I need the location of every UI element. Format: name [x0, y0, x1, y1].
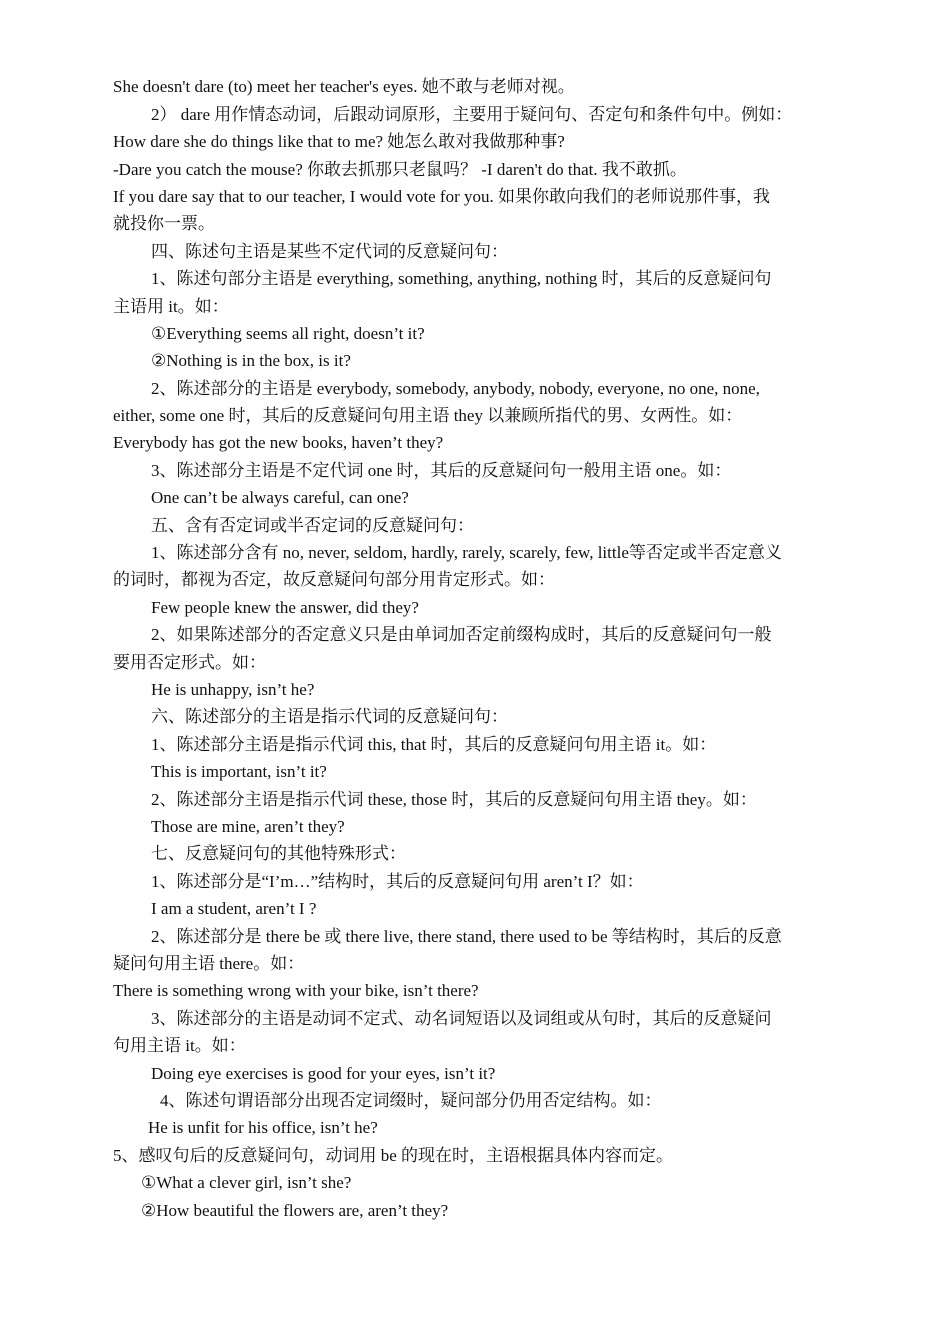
example-line: Doing eye exercises is good for your eyes, isn’t it? — [151, 1064, 496, 1083]
text-line: 5、感叹句后的反意疑问句，动词用 be 的现在时，主语根据具体内容而定。 — [113, 1146, 674, 1165]
example-line: One can’t be always careful, can one? — [151, 488, 409, 507]
text-line: 句用主语 it。如： — [113, 1036, 246, 1055]
section-heading: 七、反意疑问句的其他特殊形式： — [151, 844, 406, 863]
section-heading: 五、含有否定词或半否定词的反意疑问句： — [151, 516, 474, 535]
example-line: ②How beautiful the flowers are, aren’t they? — [141, 1201, 449, 1220]
text-line: How dare she do things like that to me? 她怎么敢对我做那种事? — [113, 132, 565, 151]
text-line: 3、陈述部分主语是不定代词 one 时，其后的反意疑问句一般用主语 one。如： — [151, 461, 732, 480]
text-line: 2、陈述部分是 there be 或 there live, there stand, there used to be 等结构时，其后的反意 — [151, 927, 782, 946]
example-line: This is important, isn’t it? — [151, 762, 327, 781]
text-line: 就投你一票。 — [113, 214, 215, 233]
example-line: ②Nothing is in the box, is it? — [151, 351, 351, 370]
text-line: 1、陈述部分主语是指示代词 this, that 时，其后的反意疑问句用主语 it。如： — [151, 735, 717, 754]
text-line: -Dare you catch the mouse? 你敢去抓那只老鼠吗？ -I daren't do that. 我不敢抓。 — [113, 160, 687, 179]
text-line: 的词时，都视为否定，故反意疑问句部分用肯定形式。如： — [113, 570, 555, 589]
text-line: 2、如果陈述部分的否定意义只是由单词加否定前缀构成时，其后的反意疑问句一般 — [151, 625, 772, 644]
section-heading: 四、陈述句主语是某些不定代词的反意疑问句： — [151, 242, 508, 261]
example-line: Those are mine, aren’t they? — [151, 817, 345, 836]
text-line: 1、陈述句部分主语是 everything, something, anything, nothing 时，其后的反意疑问句 — [151, 269, 772, 288]
text-line: 2、陈述部分主语是指示代词 these, those 时，其后的反意疑问句用主语 they。如： — [151, 790, 757, 809]
example-line: ①Everything seems all right, doesn’t it? — [151, 324, 425, 343]
text-line: 2、陈述部分的主语是 everybody, somebody, anybody, nobody, everyone, no one, none, — [151, 379, 760, 398]
section-heading: 六、陈述部分的主语是指示代词的反意疑问句： — [151, 707, 508, 726]
example-line: I am a student, aren’t I ? — [151, 899, 317, 918]
example-line: He is unhappy, isn’t he? — [151, 680, 315, 699]
text-line: 主语用 it。如： — [113, 297, 229, 316]
text-line: either, some one 时，其后的反意疑问句用主语 they 以兼顾所指代的男、女两性。如： — [113, 406, 743, 425]
text-line: 1、陈述部分含有 no, never, seldom, hardly, rarely, scarely, few, little等否定或半否定意义 — [151, 543, 782, 562]
text-line: 4、陈述句谓语部分出现否定词缀时，疑问部分仍用否定结构。如： — [160, 1091, 662, 1110]
text-line: 1、陈述部分是“I’m…”结构时，其后的反意疑问句用 aren’t I？如： — [151, 872, 644, 891]
text-line: If you dare say that to our teacher, I would vote for you. 如果你敢向我们的老师说那件事，我 — [113, 187, 770, 206]
text-line: 疑问句用主语 there。如： — [113, 954, 305, 973]
text-line: 3、陈述部分的主语是动词不定式、动名词短语以及词组或从句时，其后的反意疑问 — [151, 1009, 772, 1028]
example-line: There is something wrong with your bike, isn’t there? — [113, 981, 479, 1000]
example-line: Few people knew the answer, did they? — [151, 598, 419, 617]
text-line: She doesn't dare (to) meet her teacher's eyes. 她不敢与老师对视。 — [113, 77, 575, 96]
example-line: ①What a clever girl, isn’t she? — [141, 1173, 352, 1192]
example-line: Everybody has got the new books, haven’t they? — [113, 433, 444, 452]
text-line: 2） dare 用作情态动词，后跟动词原形，主要用于疑问句、否定句和条件句中。例如： — [151, 105, 793, 124]
text-line: 要用否定形式。如： — [113, 653, 266, 672]
example-line: He is unfit for his office, isn’t he? — [148, 1118, 378, 1137]
